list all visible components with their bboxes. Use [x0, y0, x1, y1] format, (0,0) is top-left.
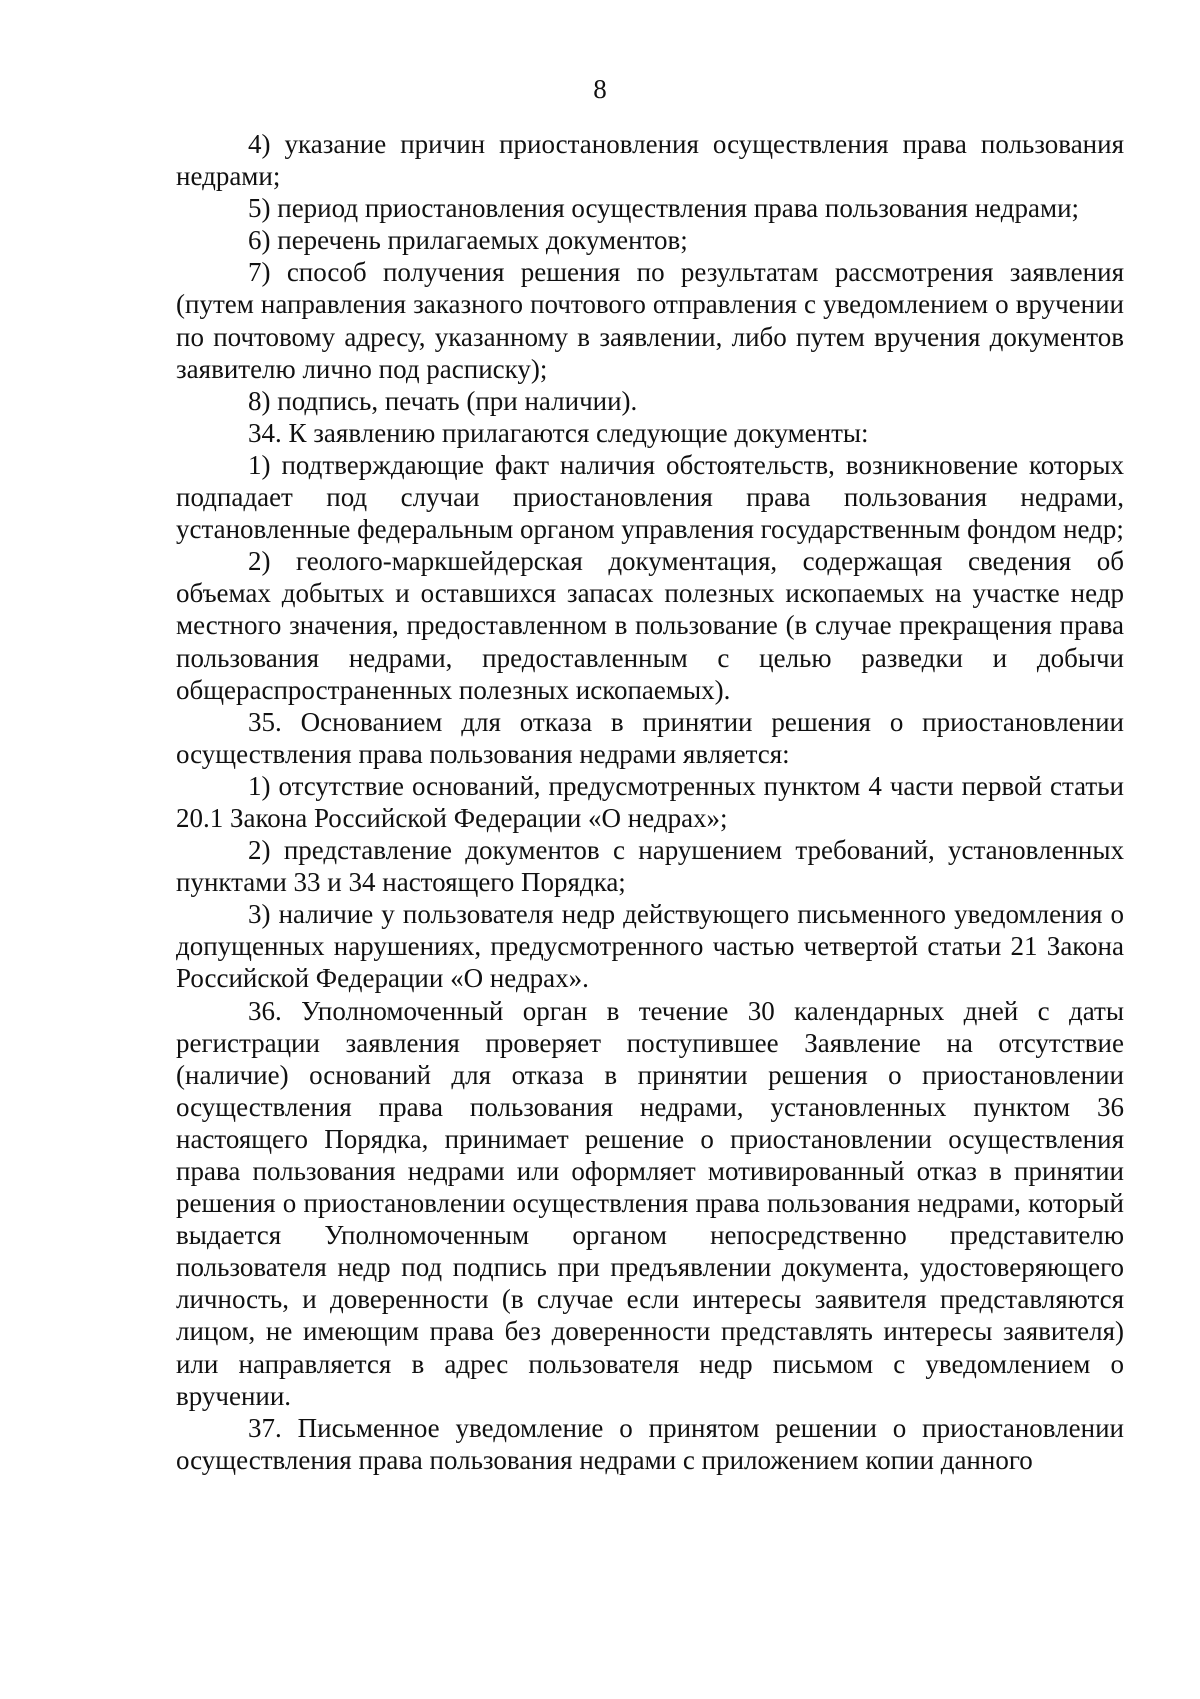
- point-34-heading: 34. К заявлению прилагаются следующие документы:: [248, 417, 869, 448]
- point-34-item-1: 1) подтверждающие факт наличия обстоятельств, возникновение которых подпадает под случаи приостановления права пользования недрами, установленные федеральным органом управления государственным фондом недр;: [176, 449, 1124, 545]
- clause-5-suspension-period: 5) период приостановления осуществления права пользования недрами;: [248, 193, 1080, 224]
- clause-7-decision-receipt-method: 7) способ получения решения по результатам рассмотрения заявления (путем направления заказного почтового отправления с уведомлением о вручении по почтовому адресу, указанному в заявлении, либо путем вручения документов заявителю лично под расписку);: [176, 257, 1124, 384]
- document-body: [176, 128, 1124, 1476]
- point-37: 37. Письменное уведомление о принятом решении о приостановлении осуществления права пользования недрами с приложением копии данного: [176, 1412, 1124, 1475]
- point-35-item-3: 3) наличие у пользователя недр действующего письменного уведомления о допущенных нарушениях, предусмотренного частью четвертой статьи 21 Закона Российской Федерации «О недрах».: [176, 899, 1124, 994]
- clause-8-signature-seal: 8) подпись, печать (при наличии).: [248, 385, 638, 416]
- point-35-item-2: 2) представление документов с нарушением требований, установленных пунктами 33 и 34 настоящего Порядка;: [176, 835, 1124, 898]
- point-35-heading: 35. Основанием для отказа в принятии решения о приостановлении осуществления права пользования недрами является:: [176, 706, 1124, 769]
- point-36: 36. Уполномоченный орган в течение 30 календарных дней с даты регистрации заявления проверяет поступившее Заявление на отсутствие (наличие) оснований для отказа в принятии решения о приостановлении осуществления права пользования недрами, установленных пунктом 36 настоящего Порядка, принимает решение о приостановлении осуществления права пользования недрами или оформляет мотивированный отказ в принятии решения о приостановлении осуществления права пользования недрами, который выдается Уполномоченным органом непосредственно представителю пользователя недр под подпись при предъявлении документа, удостоверяющего личность, и доверенности (в случае если интересы заявителя представляются лицом, не имеющим права без доверенности представлять интересы заявителя) или направляется в адрес пользователя недр письмом с уведомлением о вручении.: [176, 995, 1124, 1411]
- point-35-item-1: 1) отсутствие оснований, предусмотренных пунктом 4 части первой статьи 20.1 Закона Российской Федерации «О недрах»;: [176, 770, 1124, 833]
- clause-4-suspension-reasons: 4) указание причин приостановления осуществления права пользования недрами;: [176, 129, 1124, 192]
- clause-6-attached-documents: 6) перечень прилагаемых документов;: [248, 225, 688, 256]
- point-34-item-2: 2) геолого-маркшейдерская документация, содержащая сведения об объемах добытых и оставшихся запасах полезных ископаемых на участке недр местного значения, предоставленном в пользование (в случае прекращения права пользования недрами, предоставленным с целью разведки и добычи общераспространенных полезных ископаемых).: [176, 546, 1124, 705]
- page-number: 8: [593, 74, 607, 104]
